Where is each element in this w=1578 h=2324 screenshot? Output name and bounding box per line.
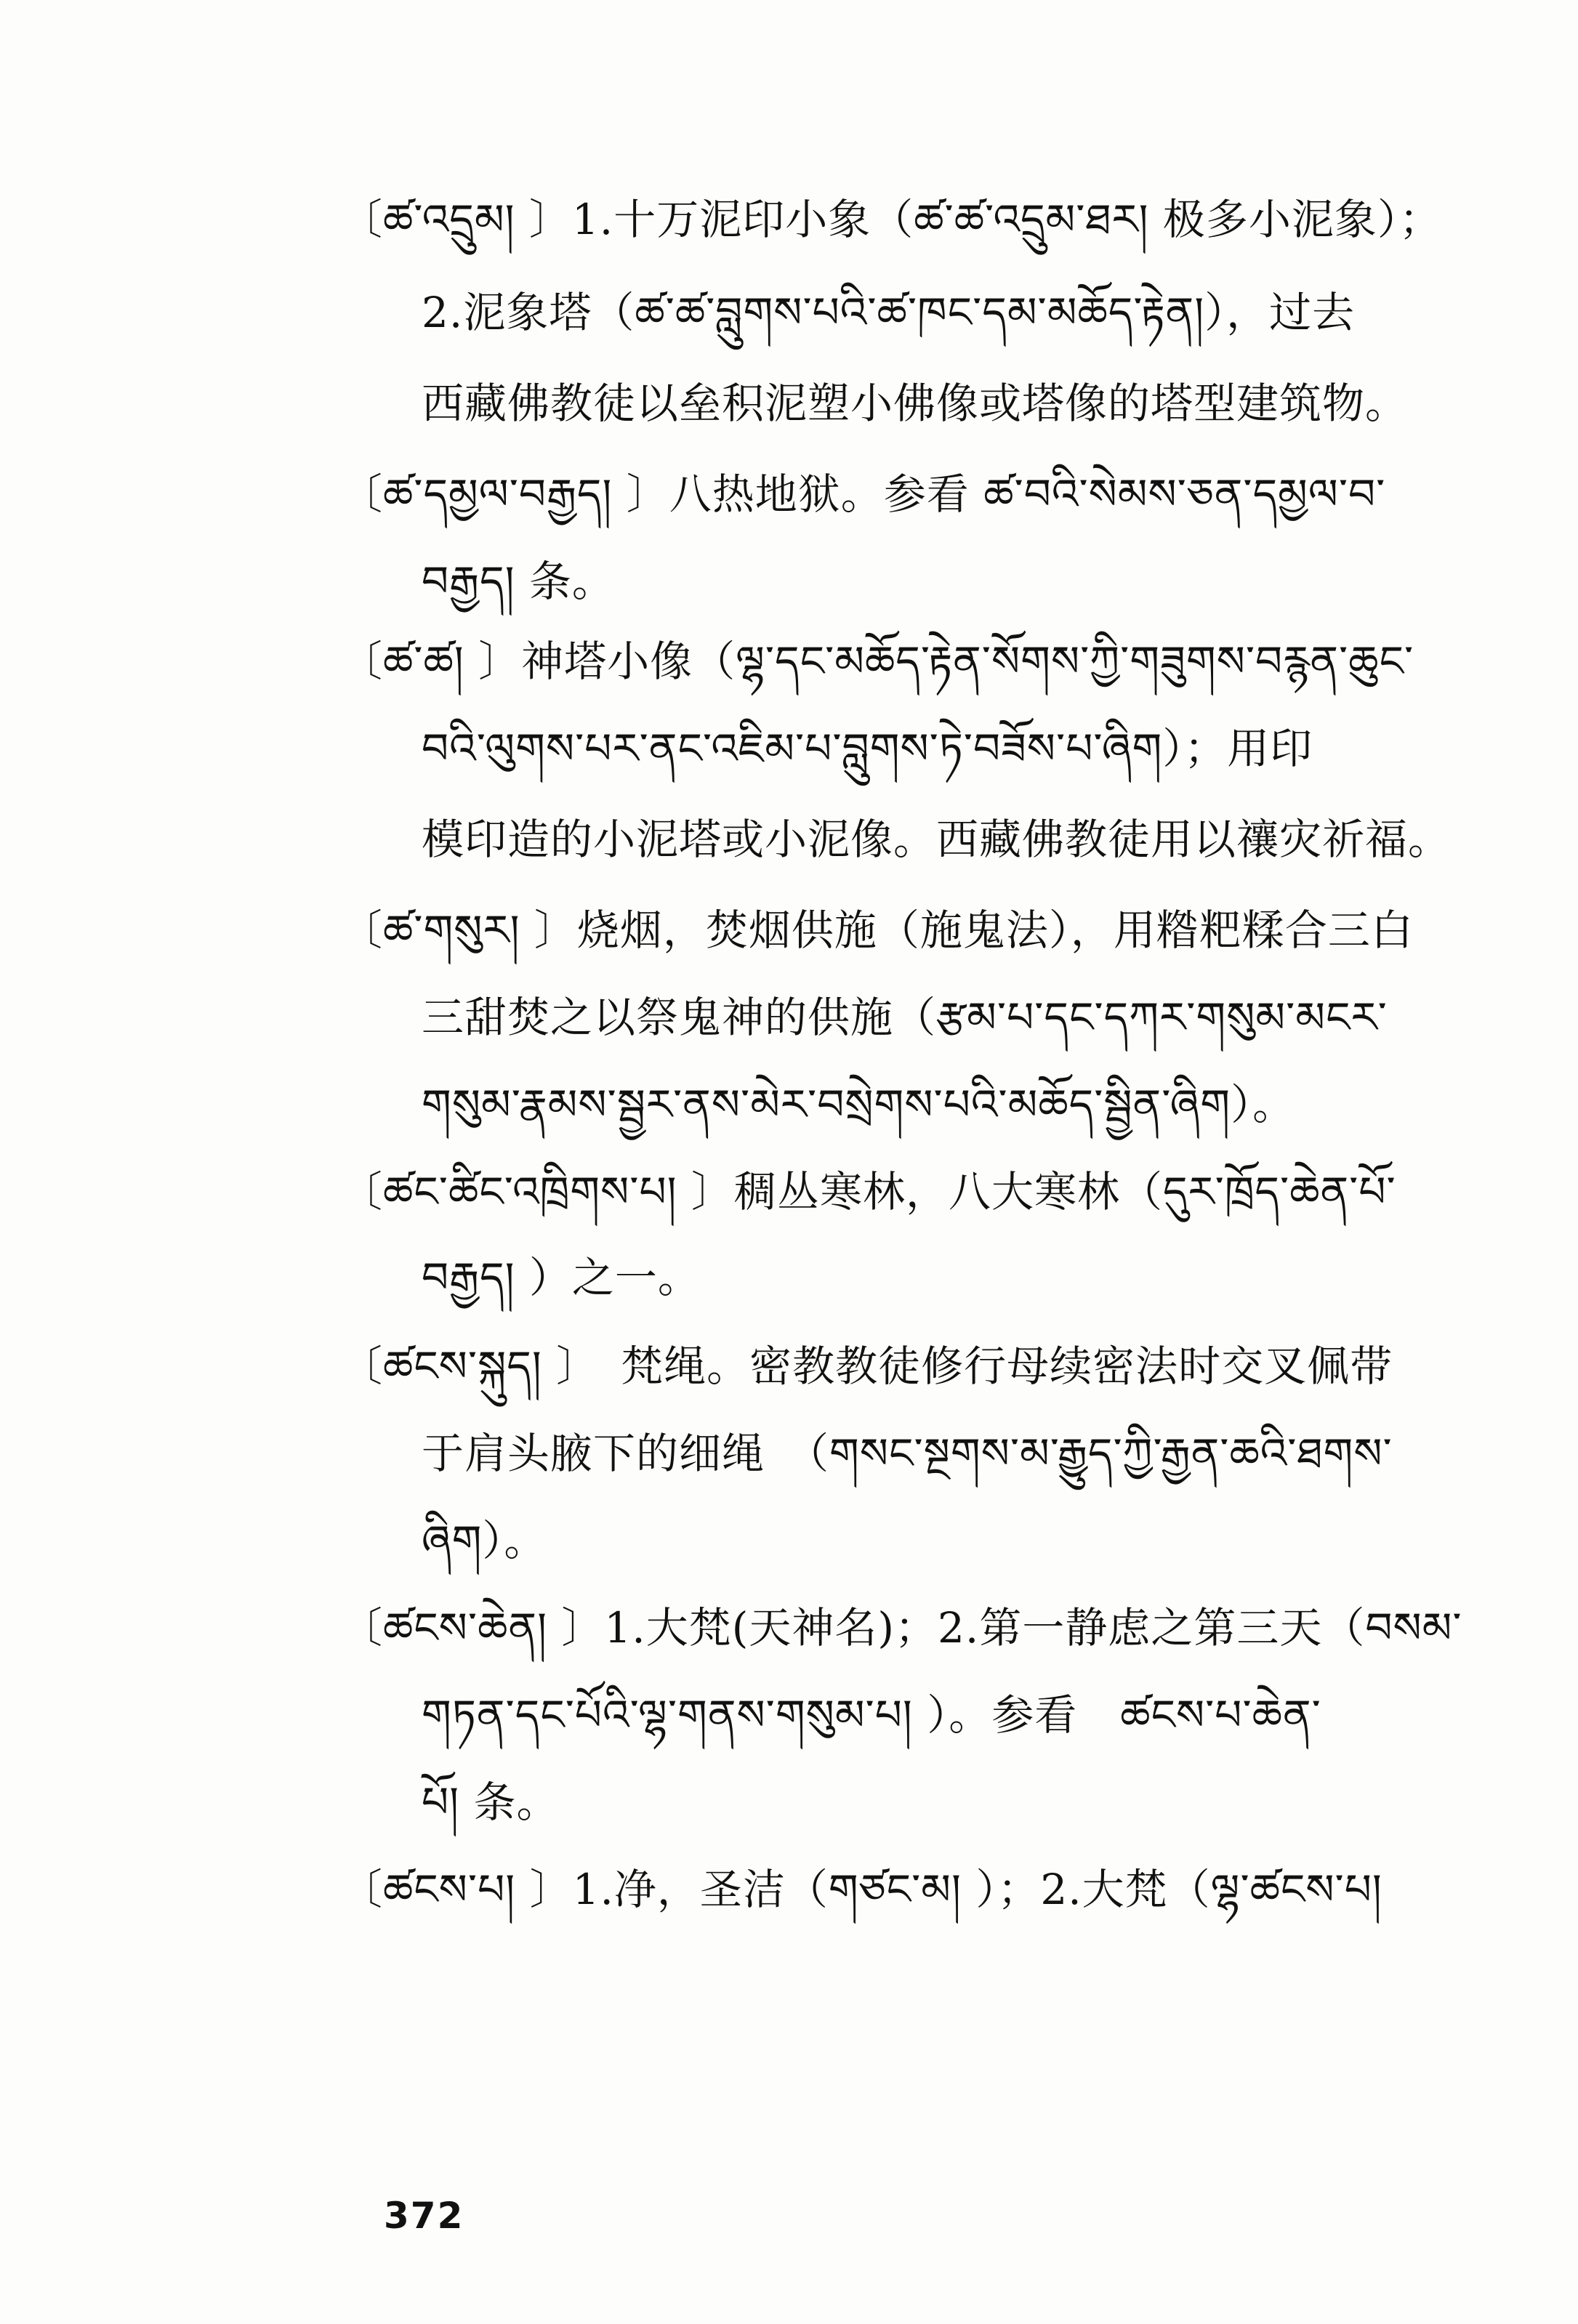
entry-headword-line: 〔ཚངས་ཆེན། 〕1.大梵(天神名)；2.第一静虑之第三天（བསམ་ — [340, 1603, 1462, 1653]
entry-definition-line: 三甜焚之以祭鬼神的供施（རྩམ་པ་དང་དཀར་གསུམ་མངར་ — [422, 993, 1388, 1042]
entry-definition-line: བརྒྱད། 条。 — [422, 557, 615, 606]
entry-definition-line: 于肩头腋下的细绳 （གསང་སྔགས་མ་རྒྱུད་ཀྱི་རྒྱན་ཆའི་ཐགས་ — [422, 1429, 1393, 1478]
entry-headword-line: 〔ཚངས་སྐུད། 〕 梵绳。密教教徒修行母续密法时交叉佩带 — [340, 1341, 1393, 1391]
entry-definition-line: པོ། 条。 — [422, 1778, 560, 1827]
entry-definition-line: 西藏佛教徒以垒积泥塑小佛像或塔像的塔型建筑物。 — [422, 379, 1409, 428]
entry-definition-line: ཞིག）。 — [422, 1516, 547, 1565]
entry-definition-line: གཏན་དང་པོའི་ལྷ་གནས་གསུམ་པ། ）。参看 ཚངས་པ་ཆེན་ — [422, 1690, 1321, 1740]
page-number: 372 — [384, 2195, 464, 2237]
entry-definition-line: 模印造的小泥塔或小泥像。西藏佛教徒用以禳灾祈福。 — [422, 815, 1452, 864]
entry-headword-line: 〔ཚ་གསུར། 〕烧烟，焚烟供施（施鬼法），用糌粑糅合三白 — [340, 905, 1414, 955]
entry-definition-line: གསུམ་རྣམས་སྦྱར་ནས་མེར་བསྲེགས་པའི་མཆོད་སྦྱིན་ཞིག）。 — [422, 1080, 1296, 1129]
entry-headword-line: 〔ཚ་ཚ། 〕神塔小像（ལྷ་དང་མཆོད་རྟེན་སོགས་ཀྱི་གཟུགས་བརྙན་ཆུང་ — [340, 637, 1414, 686]
entry-headword-line: 〔ཚང་ཚིང་འཁྲིགས་པ། 〕稠丛寒林，八大寒林（དུར་ཁྲོད་ཆེན་པོ་ — [340, 1167, 1396, 1217]
entry-headword-line: 〔ཚངས་པ། 〕1.净，圣洁（གཙང་མ། ）；2.大梵（ལྷ་ཚངས་པ། — [340, 1865, 1382, 1914]
entry-definition-line: 2.泥象塔（ཚ་ཚ་བླུགས་པའི་ཚ་ཁང་དམ་མཆོད་རྟེན།），过去 — [422, 288, 1356, 337]
entry-headword-line: 〔ཚ་འདྲུམ། 〕1.十万泥印小象（ཚ་ཚ་འདྲུམ་ཐར། 极多小泥象）； — [340, 195, 1442, 244]
entry-definition-line: བརྒྱད། ）之一。 — [422, 1253, 701, 1302]
entry-definition-line: བའི་ལུགས་པར་ནང་འཇིམ་པ་བླུགས་ཏེ་བཟོས་པ་ཞིག）；用印 — [422, 724, 1313, 773]
entry-headword-line: 〔ཚ་དམྱལ་བརྒྱད། 〕八热地狱。参看 ཚ་བའི་སེམས་ཅན་དམྱལ་བ་ — [340, 469, 1386, 519]
